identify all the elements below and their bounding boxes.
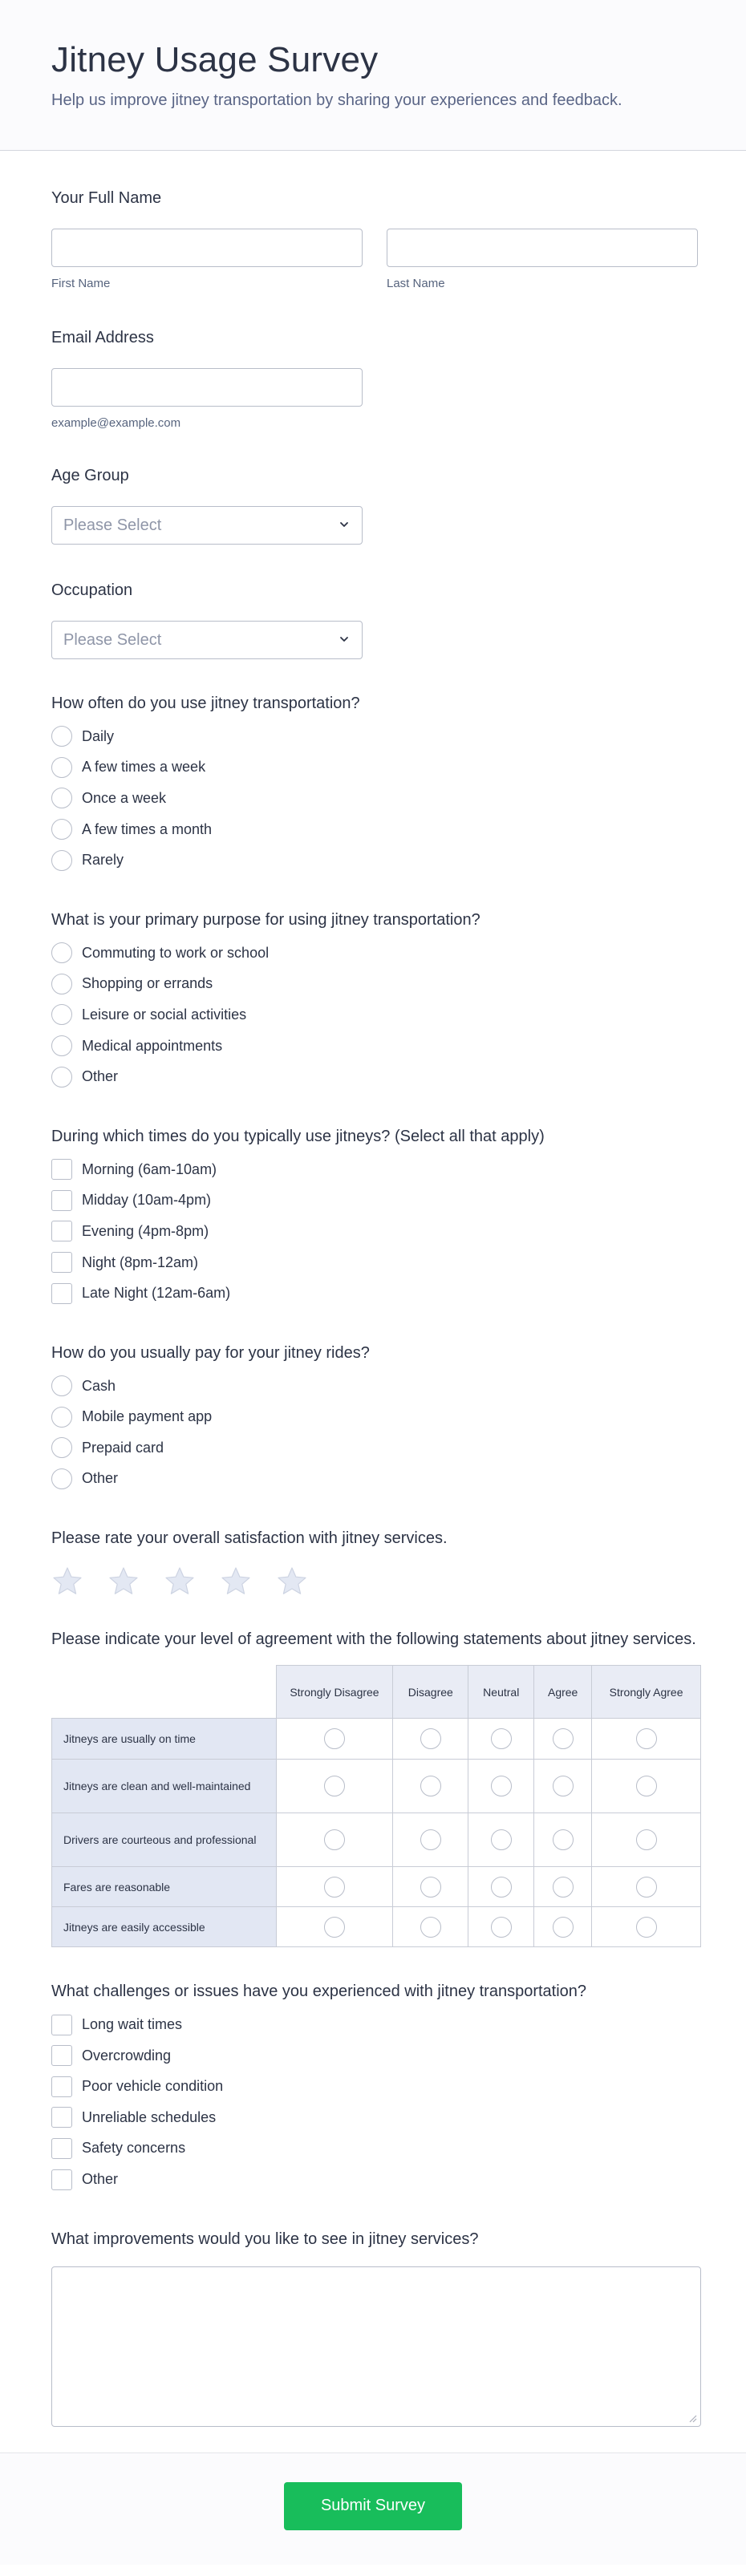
checkbox[interactable] bbox=[51, 2107, 72, 2128]
purpose-option[interactable] bbox=[51, 1061, 701, 1092]
matrix-cell[interactable] bbox=[468, 1719, 534, 1760]
challenges-option[interactable] bbox=[51, 2164, 701, 2195]
radio-button[interactable] bbox=[324, 1829, 345, 1850]
frequency-option-label: Rarely bbox=[82, 852, 124, 869]
radio-button[interactable] bbox=[51, 1004, 72, 1025]
frequency-label: How often do you use jitney transportation? bbox=[51, 695, 360, 712]
agreement-label: Please indicate your level of agreement with the following statements about jitney services. bbox=[51, 1630, 696, 1649]
frequency-option-label: Daily bbox=[82, 727, 115, 744]
full-name-label: Your Full Name bbox=[51, 189, 162, 207]
matrix-row bbox=[52, 1760, 701, 1813]
radio-button[interactable] bbox=[51, 788, 72, 808]
matrix-cell[interactable] bbox=[276, 1719, 393, 1760]
star-icon[interactable] bbox=[51, 1565, 83, 1598]
challenges-option-label: Poor vehicle condition bbox=[82, 2078, 224, 2095]
challenges-option[interactable] bbox=[51, 2133, 701, 2165]
payment-option[interactable] bbox=[51, 1464, 701, 1495]
radio-button[interactable] bbox=[491, 1728, 512, 1749]
matrix-column-header: Strongly Agree bbox=[592, 1666, 701, 1719]
age-group-selected: Please Select bbox=[63, 516, 162, 534]
matrix-cell[interactable] bbox=[534, 1907, 592, 1947]
challenges-option-label: Long wait times bbox=[82, 2016, 183, 2033]
matrix-row bbox=[52, 1813, 701, 1867]
radio-button[interactable] bbox=[51, 819, 72, 840]
radio-button[interactable] bbox=[491, 1877, 512, 1898]
matrix-corner bbox=[52, 1666, 277, 1719]
matrix-cell[interactable] bbox=[276, 1813, 393, 1867]
radio-button[interactable] bbox=[636, 1728, 657, 1749]
occupation-section bbox=[51, 545, 701, 659]
matrix-row bbox=[52, 1907, 701, 1947]
occupation-label: Occupation bbox=[51, 581, 133, 599]
matrix-cell[interactable] bbox=[276, 1867, 393, 1907]
rating-section bbox=[51, 1494, 701, 1598]
purpose-option-label: Leisure or social activities bbox=[82, 1006, 247, 1023]
frequency-option[interactable] bbox=[51, 783, 701, 814]
email-field[interactable] bbox=[51, 368, 363, 407]
matrix-column-header: Disagree bbox=[393, 1666, 468, 1719]
radio-button[interactable] bbox=[324, 1917, 345, 1938]
checkbox[interactable] bbox=[51, 1190, 72, 1211]
matrix-cell[interactable] bbox=[393, 1760, 468, 1813]
submit-button[interactable]: Submit Survey bbox=[284, 2482, 462, 2530]
form-header bbox=[0, 0, 746, 151]
page-subtitle: Help us improve jitney transportation by sharing your experiences and feedback. bbox=[51, 91, 622, 109]
matrix-cell[interactable] bbox=[393, 1813, 468, 1867]
checkbox[interactable] bbox=[51, 1159, 72, 1180]
frequency-option-label: A few times a week bbox=[82, 759, 206, 776]
challenges-options bbox=[51, 2009, 701, 2195]
page-title: Jitney Usage Survey bbox=[51, 40, 379, 79]
age-group-label: Age Group bbox=[51, 467, 129, 484]
radio-button[interactable] bbox=[51, 1407, 72, 1428]
radio-button[interactable] bbox=[51, 850, 72, 871]
age-group-select[interactable] bbox=[51, 506, 363, 545]
star-rating bbox=[51, 1565, 701, 1598]
matrix-cell[interactable] bbox=[468, 1867, 534, 1907]
times-option-label: Midday (10am-4pm) bbox=[82, 1192, 212, 1209]
times-options bbox=[51, 1154, 701, 1309]
radio-button[interactable] bbox=[491, 1917, 512, 1938]
agreement-section bbox=[51, 1598, 701, 1947]
matrix-cell[interactable] bbox=[468, 1907, 534, 1947]
radio-button[interactable] bbox=[636, 1776, 657, 1796]
purpose-option[interactable] bbox=[51, 938, 701, 969]
radio-button[interactable] bbox=[51, 757, 72, 778]
matrix-cell[interactable] bbox=[534, 1760, 592, 1813]
matrix-cell[interactable] bbox=[592, 1867, 701, 1907]
challenges-label: What challenges or issues have you experienced with jitney transportation? bbox=[51, 1983, 587, 2001]
payment-option-label: Cash bbox=[82, 1377, 116, 1394]
challenges-option[interactable] bbox=[51, 2071, 701, 2102]
matrix-column-header: Agree bbox=[534, 1666, 592, 1719]
radio-button[interactable] bbox=[51, 726, 72, 747]
matrix-cell[interactable] bbox=[534, 1867, 592, 1907]
matrix-cell[interactable] bbox=[592, 1907, 701, 1947]
name-row bbox=[51, 229, 701, 290]
times-option-label: Night (8pm-12am) bbox=[82, 1254, 199, 1270]
frequency-options bbox=[51, 721, 701, 876]
chevron-down-icon bbox=[336, 631, 352, 647]
purpose-option[interactable] bbox=[51, 1031, 701, 1062]
form-footer bbox=[0, 2452, 746, 2565]
times-option-label: Evening (4pm-8pm) bbox=[82, 1222, 209, 1239]
challenges-option[interactable] bbox=[51, 2009, 701, 2040]
radio-button[interactable] bbox=[420, 1728, 441, 1749]
challenges-option-label: Overcrowding bbox=[82, 2047, 172, 2064]
payment-option[interactable] bbox=[51, 1402, 701, 1433]
resize-grip-icon[interactable] bbox=[687, 2413, 697, 2423]
matrix-row-label: Jitneys are clean and well-maintained bbox=[52, 1760, 277, 1813]
radio-button[interactable] bbox=[491, 1829, 512, 1850]
payment-option-label: Prepaid card bbox=[82, 1439, 164, 1456]
radio-button[interactable] bbox=[324, 1776, 345, 1796]
last-name-col bbox=[387, 229, 698, 290]
times-section bbox=[51, 1092, 701, 1309]
email-label: Email Address bbox=[51, 329, 154, 346]
improvements-textarea[interactable] bbox=[51, 2266, 701, 2427]
matrix-cell[interactable] bbox=[468, 1760, 534, 1813]
first-name-sublabel: First Name bbox=[51, 277, 111, 290]
checkbox[interactable] bbox=[51, 1252, 72, 1273]
purpose-section bbox=[51, 876, 701, 1092]
radio-button[interactable] bbox=[553, 1728, 574, 1749]
matrix-cell[interactable] bbox=[592, 1719, 701, 1760]
radio-button[interactable] bbox=[636, 1877, 657, 1898]
radio-button[interactable] bbox=[420, 1776, 441, 1796]
radio-button[interactable] bbox=[553, 1776, 574, 1796]
times-option[interactable] bbox=[51, 1216, 701, 1247]
matrix-cell[interactable] bbox=[468, 1813, 534, 1867]
agreement-matrix bbox=[51, 1665, 701, 1947]
challenges-section bbox=[51, 1947, 701, 2195]
times-option[interactable] bbox=[51, 1278, 701, 1309]
radio-button[interactable] bbox=[420, 1877, 441, 1898]
times-option[interactable] bbox=[51, 1185, 701, 1217]
radio-button[interactable] bbox=[51, 1035, 72, 1056]
frequency-option[interactable] bbox=[51, 721, 701, 752]
times-label: During which times do you typically use jitneys? (Select all that apply) bbox=[51, 1127, 545, 1145]
frequency-option[interactable] bbox=[51, 814, 701, 845]
full-name-section bbox=[51, 151, 701, 290]
frequency-option[interactable] bbox=[51, 752, 701, 784]
matrix-column-header: Strongly Disagree bbox=[276, 1666, 393, 1719]
times-option[interactable] bbox=[51, 1154, 701, 1185]
payment-options bbox=[51, 1371, 701, 1494]
matrix-row bbox=[52, 1867, 701, 1907]
matrix-cell[interactable] bbox=[393, 1907, 468, 1947]
matrix-row-label: Jitneys are usually on time bbox=[52, 1719, 277, 1760]
radio-button[interactable] bbox=[51, 942, 72, 963]
improvements-section bbox=[51, 2195, 701, 2427]
purpose-option[interactable] bbox=[51, 999, 701, 1031]
challenges-option-label: Safety concerns bbox=[82, 2140, 186, 2157]
rating-label: Please rate your overall satisfaction with jitney services. bbox=[51, 1529, 448, 1548]
checkbox[interactable] bbox=[51, 2169, 72, 2190]
last-name-sublabel: Last Name bbox=[387, 277, 445, 290]
matrix-row bbox=[52, 1719, 701, 1760]
matrix-column-header: Neutral bbox=[468, 1666, 534, 1719]
matrix-cell[interactable] bbox=[393, 1867, 468, 1907]
improvements-label: What improvements would you like to see in jitney services? bbox=[51, 2230, 479, 2248]
radio-button[interactable] bbox=[324, 1728, 345, 1749]
payment-section bbox=[51, 1309, 701, 1494]
matrix-cell[interactable] bbox=[592, 1813, 701, 1867]
star-icon[interactable] bbox=[220, 1565, 252, 1598]
age-group-section bbox=[51, 430, 701, 545]
purpose-label: What is your primary purpose for using jitney transportation? bbox=[51, 910, 480, 929]
purpose-option-label: Other bbox=[82, 1068, 119, 1085]
payment-label: How do you usually pay for your jitney rides? bbox=[51, 1343, 370, 1362]
radio-button[interactable] bbox=[51, 1437, 72, 1458]
checkbox[interactable] bbox=[51, 2138, 72, 2159]
radio-button[interactable] bbox=[553, 1829, 574, 1850]
matrix-row-label: Drivers are courteous and professional bbox=[52, 1813, 277, 1867]
first-name-field[interactable] bbox=[51, 229, 363, 267]
occupation-select[interactable] bbox=[51, 621, 363, 659]
radio-button[interactable] bbox=[324, 1877, 345, 1898]
challenges-option-label: Unreliable schedules bbox=[82, 2108, 217, 2125]
purpose-option[interactable] bbox=[51, 969, 701, 1000]
matrix-row-label: Jitneys are easily accessible bbox=[52, 1907, 277, 1947]
frequency-option-label: A few times a month bbox=[82, 820, 213, 837]
radio-button[interactable] bbox=[51, 1375, 72, 1396]
checkbox[interactable] bbox=[51, 2015, 72, 2035]
purpose-option-label: Shopping or errands bbox=[82, 975, 213, 992]
payment-option-label: Mobile payment app bbox=[82, 1408, 213, 1425]
payment-option-label: Other bbox=[82, 1470, 119, 1487]
radio-button[interactable] bbox=[51, 1468, 72, 1489]
star-icon[interactable] bbox=[276, 1565, 308, 1598]
email-section bbox=[51, 290, 701, 430]
radio-button[interactable] bbox=[491, 1776, 512, 1796]
radio-button[interactable] bbox=[636, 1829, 657, 1850]
checkbox[interactable] bbox=[51, 1221, 72, 1241]
purpose-option-label: Medical appointments bbox=[82, 1037, 223, 1054]
email-sublabel: example@example.com bbox=[51, 416, 181, 430]
purpose-option-label: Commuting to work or school bbox=[82, 944, 270, 961]
last-name-field[interactable] bbox=[387, 229, 698, 267]
star-icon[interactable] bbox=[164, 1565, 196, 1598]
matrix-cell[interactable] bbox=[534, 1813, 592, 1867]
matrix-row-label: Fares are reasonable bbox=[52, 1867, 277, 1907]
radio-button[interactable] bbox=[553, 1917, 574, 1938]
challenges-option[interactable] bbox=[51, 2040, 701, 2072]
times-option-label: Late Night (12am-6am) bbox=[82, 1285, 231, 1302]
checkbox[interactable] bbox=[51, 2045, 72, 2066]
radio-button[interactable] bbox=[553, 1877, 574, 1898]
checkbox[interactable] bbox=[51, 2076, 72, 2097]
payment-option[interactable] bbox=[51, 1371, 701, 1402]
radio-button[interactable] bbox=[636, 1917, 657, 1938]
matrix-cell[interactable] bbox=[276, 1907, 393, 1947]
radio-button[interactable] bbox=[420, 1917, 441, 1938]
challenges-option-label: Other bbox=[82, 2171, 119, 2188]
matrix-header-row bbox=[52, 1666, 701, 1719]
frequency-section bbox=[51, 659, 701, 876]
radio-button[interactable] bbox=[51, 974, 72, 994]
form-content bbox=[0, 151, 746, 2427]
radio-button[interactable] bbox=[420, 1829, 441, 1850]
times-option-label: Morning (6am-10am) bbox=[82, 1160, 217, 1177]
first-name-col bbox=[51, 229, 363, 290]
payment-option[interactable] bbox=[51, 1432, 701, 1464]
star-icon[interactable] bbox=[107, 1565, 140, 1598]
times-option[interactable] bbox=[51, 1247, 701, 1278]
frequency-option-label: Once a week bbox=[82, 789, 167, 806]
checkbox[interactable] bbox=[51, 1283, 72, 1304]
radio-button[interactable] bbox=[51, 1067, 72, 1088]
matrix-cell[interactable] bbox=[534, 1719, 592, 1760]
matrix-cell[interactable] bbox=[592, 1760, 701, 1813]
occupation-selected: Please Select bbox=[63, 631, 162, 649]
chevron-down-icon bbox=[336, 516, 352, 533]
frequency-option[interactable] bbox=[51, 844, 701, 876]
matrix-cell[interactable] bbox=[276, 1760, 393, 1813]
purpose-options bbox=[51, 938, 701, 1092]
challenges-option[interactable] bbox=[51, 2102, 701, 2133]
matrix-cell[interactable] bbox=[393, 1719, 468, 1760]
